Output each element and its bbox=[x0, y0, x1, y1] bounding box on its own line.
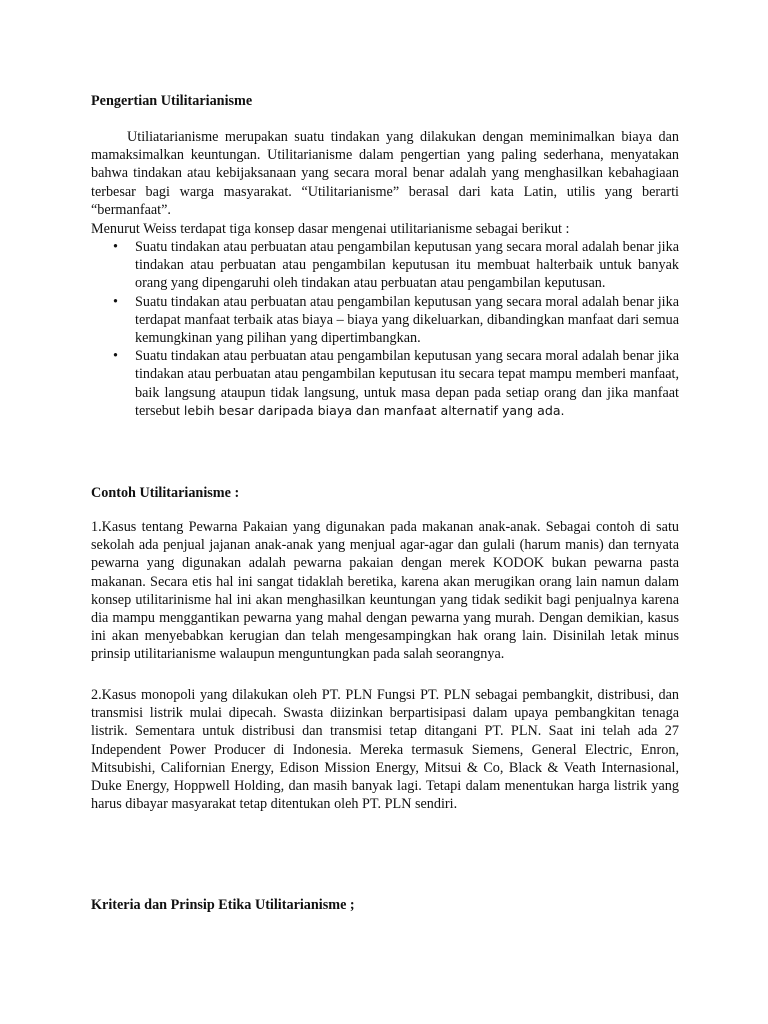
list-item-text: Suatu tindakan atau perbuatan atau pengambilan keputusan yang secara moral adalah benar jika tindakan atau perbuatan atau pengambilan keputusan itu membuat halterbaik untuk banyak orang yang dipengaruhi oleh tindakan atau perbuatan atau pengambilan keputusan. bbox=[135, 239, 679, 292]
list-item bbox=[91, 238, 679, 293]
heading-contoh: Contoh Utilitarianisme : bbox=[91, 485, 240, 501]
list-item-text-sans: lebih besar daripada biaya dan manfaat alternatif yang ada. bbox=[179, 402, 565, 418]
list-item-text: Suatu tindakan atau perbuatan atau pengambilan keputusan yang secara moral adalah benar jika terdapat manfaat terbaik atas biaya – biaya yang dikeluarkan, dibandingkan manfaat dari semua kemungkinan yang pilihan yang dipertimbangkan. bbox=[135, 293, 679, 347]
paragraph-case-1: 1.Kasus tentang Pewarna Pakaian yang digunakan pada makanan anak-anak. Sebagai contoh di satu sekolah ada penjual jajanan anak-anak yang menjual agar-agar dan gulali (harum manis) dan ternyata pewarna yang digunakan adalah pewarna pakaian dengan merek KODOK bukan pewarna pasta makanan. Secara etis hal ini sangat tidaklah beretika, karena akan merugikan orang lain namun dalam konsep utilitarinisme hal ini akan menghasilkan keuntungan yang tidak sedikit bagi penjualnya karena dia mampu menggantikan pewarna yang mahal dengan pewarna yang murah. Dengan demikian, kasus ini akan menyebabkan kerugian dan telah mengesampingkan hak orang lain. Disinilah letak minus prinsip utilitarianisme walaupun menguntungkan pada salah seorangnya. bbox=[91, 519, 679, 663]
bullet-icon: • bbox=[113, 348, 118, 365]
bullet-icon: • bbox=[113, 239, 118, 255]
paragraph-case-2: 2.Kasus monopoli yang dilakukan oleh PT. PLN Fungsi PT. PLN sebagai pembangkit, distribusi, dan transmisi listrik mulai dipecah. Swasta diizinkan berpartisipasi dalam upaya pembangkitan tenaga listrik. Sementara untuk distribusi dan transmisi tetap ditangani PT. PLN. Saat ini telah ada 27 Independent Power Producer di Indonesia. Mereka termasuk Siemens, General Electric, Enron, Mitsubishi, Californian Energy, Edison Mission Energy, Mitsui & Co, Black & Veath Internasional, Duke Energy, Hoppwell Holding, dan masih banyak lagi. Tetapi dalam menentukan harga listrik yang harus dibayar masyarakat tetap ditentukan oleh PT. PLN sendiri. bbox=[91, 687, 679, 813]
heading-kriteria: Kriteria dan Prinsip Etika Utilitarianisme ; bbox=[91, 897, 355, 913]
list-item bbox=[91, 293, 679, 348]
bullet-icon: • bbox=[113, 293, 118, 310]
paragraph-weiss-intro: Menurut Weiss terdapat tiga konsep dasar mengenai utilitarianisme sebagai berikut : bbox=[91, 221, 570, 237]
list-item bbox=[91, 347, 679, 420]
heading-pengertian: Pengertian Utilitarianisme bbox=[91, 93, 253, 109]
bullet-list bbox=[91, 238, 679, 420]
paragraph-definition: Utiliatarianisme merupakan suatu tindakan yang dilakukan dengan meminimalkan biaya dan mamaksimalkan keuntungan. Utilitarianisme dalam pengertian yang paling sederhana, menyatakan bahwa tindakan atau kebijaksanaan yang secara moral benar adalah yang menghasilkan kebahagiaan terbesar bagi warga masyarakat. “Utilitarianisme” berasal dari kata Latin, utilis yang berarti “bermanfaat”. bbox=[91, 129, 679, 218]
list-item-text: Suatu tindakan atau perbuatan atau pengambilan keputusan yang secara moral adalah benar jika tindakan atau perbuatan atau pengambilan keputusan itu secara tepat mampu memberi manfaat, baik langsung ataupun tidak langsung, untuk masa depan pada setiap orang dan jika manfaat tersebut bbox=[135, 348, 679, 419]
